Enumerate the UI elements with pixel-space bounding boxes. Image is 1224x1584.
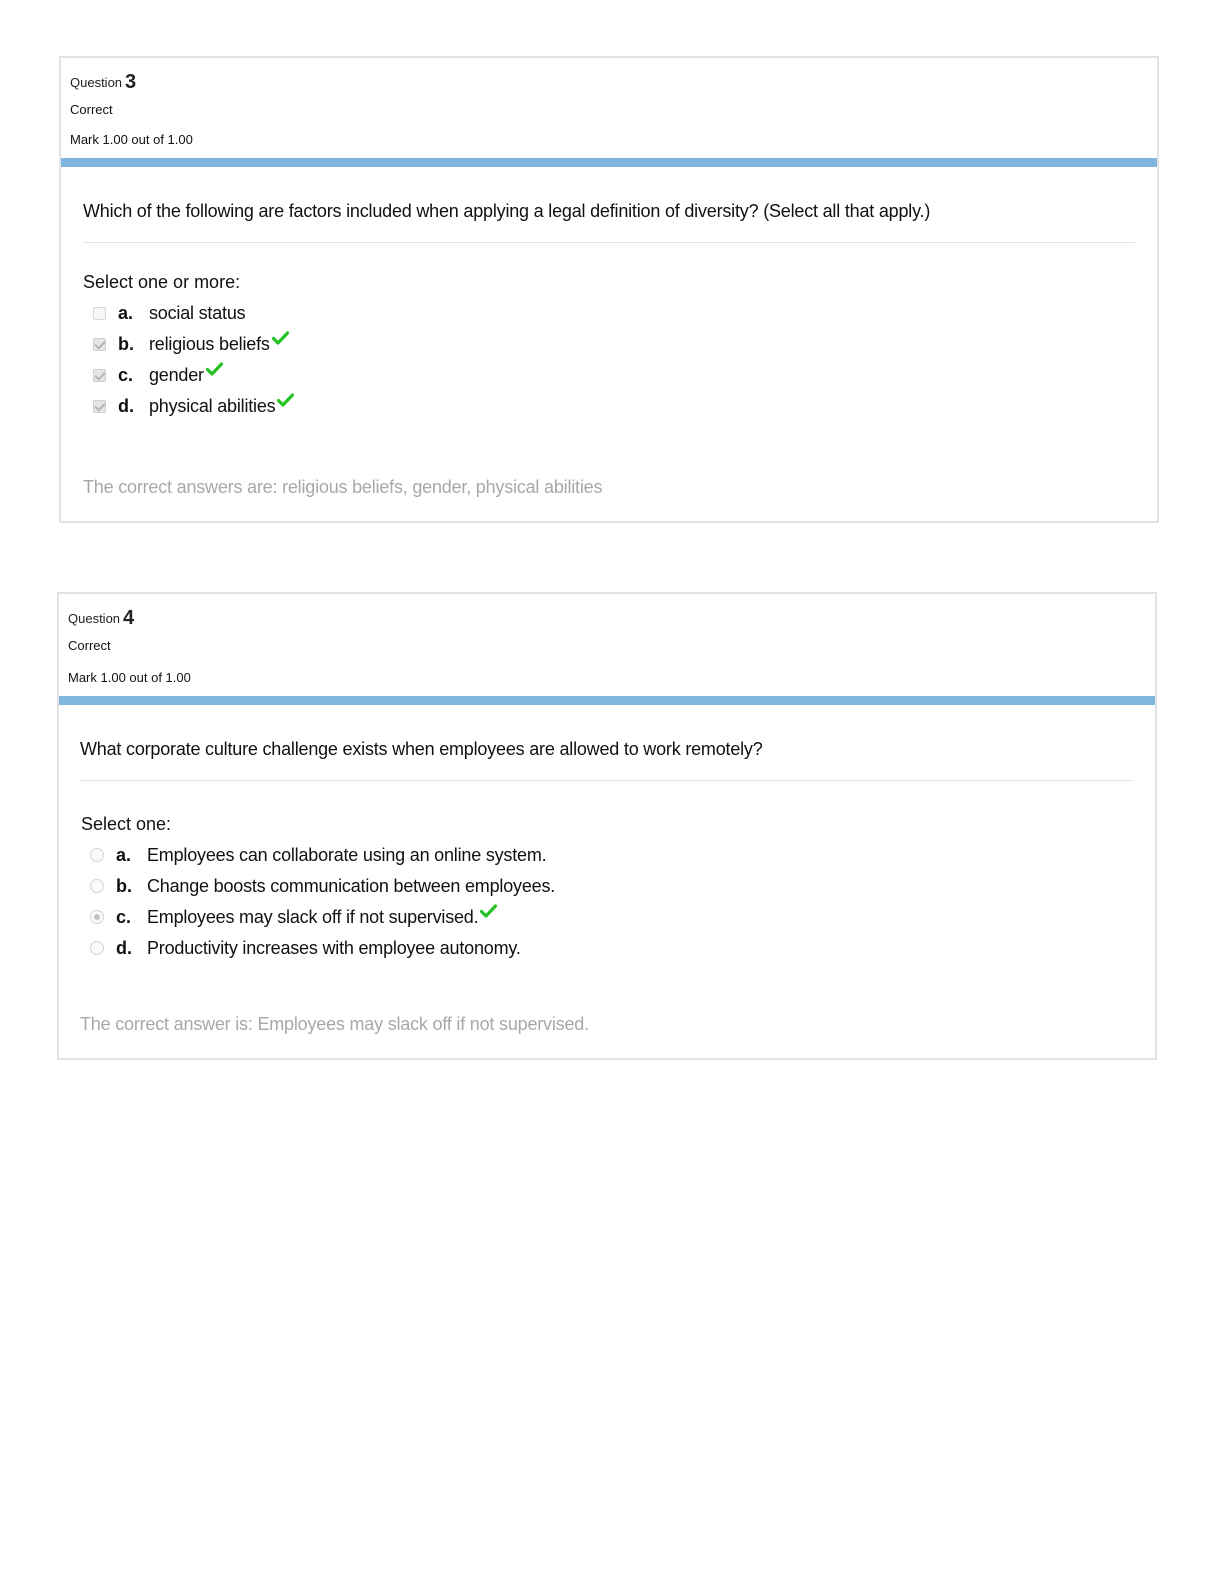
question-number-value: 3 [125, 71, 137, 93]
answer-radio[interactable] [90, 910, 104, 924]
question-separator [83, 242, 1135, 243]
answer-radio[interactable] [90, 879, 104, 893]
answer-option-b[interactable] [90, 873, 555, 899]
option-letter: a. [116, 844, 132, 865]
answer-radio[interactable] [90, 848, 104, 862]
answer-prompt: Select one or more: [83, 272, 241, 292]
question-card-3 [59, 56, 1159, 523]
answer-option-a[interactable] [90, 842, 546, 868]
option-letter: c. [118, 364, 134, 385]
question-card-4 [57, 592, 1157, 1060]
option-text: physical abilities [149, 395, 276, 416]
option-text: Productivity increases with employee autonomy. [147, 937, 521, 958]
answer-radio[interactable] [90, 941, 104, 955]
answer-checkbox[interactable] [93, 307, 106, 320]
correct-check-icon [272, 331, 289, 345]
answer-prompt: Select one: [81, 814, 172, 834]
question-divider-bar [59, 696, 1155, 705]
option-letter: d. [118, 395, 134, 416]
correct-answer-feedback: The correct answers are: religious beliefs, gender, physical abilities [83, 477, 603, 497]
option-text: Change boosts communication between employees. [147, 875, 556, 896]
question-mark: Mark 1.00 out of 1.00 [70, 132, 193, 147]
question-divider-bar [61, 158, 1157, 167]
correct-check-icon [480, 904, 497, 918]
question-number: Question 4 [68, 607, 135, 629]
answer-checkbox[interactable] [93, 400, 106, 413]
option-letter: c. [116, 906, 132, 927]
option-letter: b. [116, 875, 132, 896]
option-text: religious beliefs [149, 333, 270, 354]
question-mark: Mark 1.00 out of 1.00 [68, 670, 191, 685]
question-number: Question 3 [70, 71, 137, 93]
question-number-value: 4 [123, 607, 135, 629]
option-letter: d. [116, 937, 132, 958]
question-state: Correct [68, 638, 111, 653]
correct-answer-feedback: The correct answer is: Employees may slack off if not supervised. [80, 1014, 589, 1034]
answer-option-b[interactable] [93, 331, 289, 357]
answer-option-a[interactable] [93, 300, 245, 326]
question-text: Which of the following are factors included when applying a legal definition of diversity? (Select all that apply.) [83, 201, 931, 221]
correct-check-icon [277, 393, 294, 407]
question-state: Correct [70, 102, 113, 117]
question-text: What corporate culture challenge exists when employees are allowed to work remotely? [80, 739, 763, 759]
answer-checkbox[interactable] [93, 369, 106, 382]
option-letter: a. [118, 302, 134, 323]
answer-option-c[interactable] [90, 904, 497, 930]
option-text: social status [149, 302, 246, 323]
answer-option-d[interactable] [90, 935, 521, 961]
question-separator [80, 780, 1134, 781]
option-letter: b. [118, 333, 134, 354]
option-text: Employees can collaborate using an online system. [147, 844, 547, 865]
answer-option-d[interactable] [93, 393, 294, 419]
correct-check-icon [206, 362, 223, 376]
answer-option-c[interactable] [93, 362, 223, 388]
option-text: Employees may slack off if not supervised. [147, 906, 479, 927]
option-text: gender [149, 364, 204, 385]
answer-checkbox[interactable] [93, 338, 106, 351]
